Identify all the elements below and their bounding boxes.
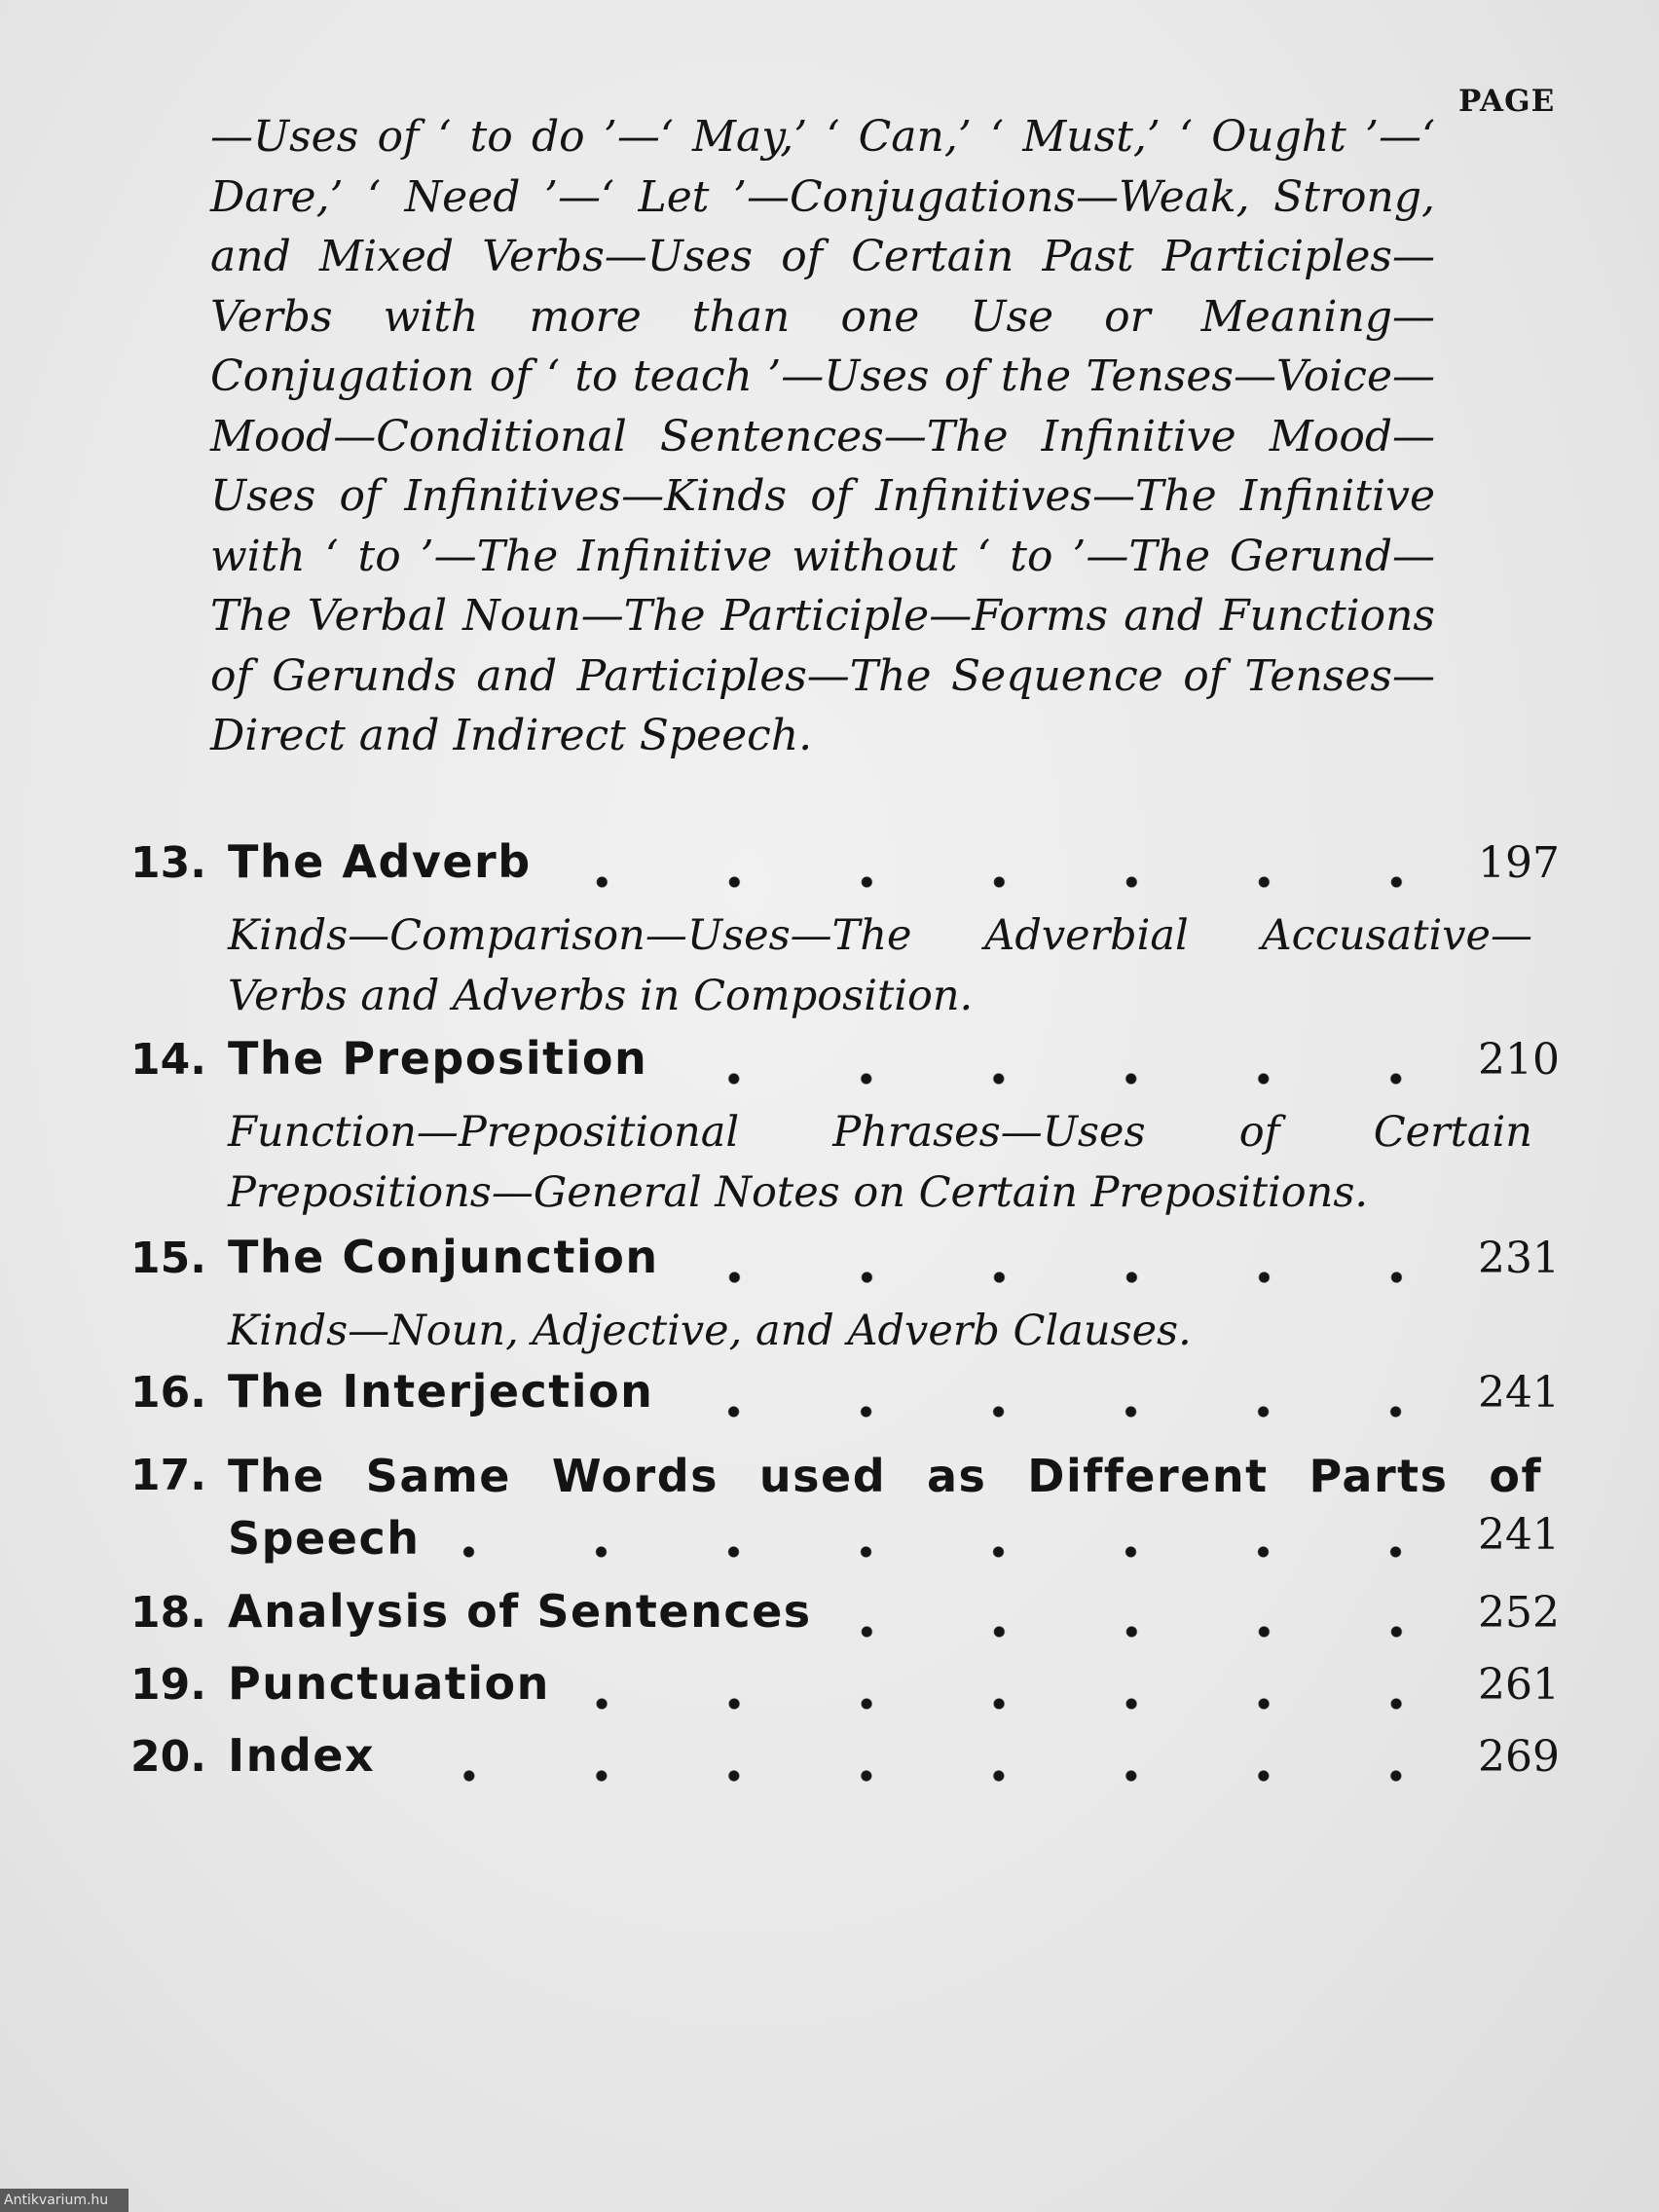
- dot-leader: [449, 1542, 1462, 1562]
- entry-title: The Interjection: [228, 1365, 654, 1418]
- dot-leader: [682, 1402, 1462, 1421]
- toc-entry-18: [109, 1585, 1560, 1651]
- toc-entry-20: [109, 1729, 1560, 1795]
- entry-number: 16.: [130, 1368, 206, 1418]
- dot-leader: [579, 1694, 1462, 1714]
- page-label: PAGE: [1458, 84, 1556, 119]
- entry-title: Punctuation: [228, 1657, 550, 1710]
- entry-page: 252: [1478, 1588, 1560, 1638]
- toc-entry-15: [109, 1231, 1560, 1361]
- entry-number: 17.: [130, 1451, 206, 1500]
- toc-entry-14: [109, 1032, 1560, 1223]
- entry-page: 269: [1478, 1732, 1560, 1782]
- entry-title: The Same Words used as Different Parts of Speech: [228, 1450, 1542, 1565]
- entry-page: 197: [1478, 838, 1560, 888]
- entry-title: The Preposition: [228, 1032, 648, 1085]
- entry-page: 231: [1478, 1234, 1560, 1283]
- entry-description: Function—Prepositional Phrases—Uses of Certain Prepositions—General Notes on Certain Prepositions.: [228, 1108, 1532, 1217]
- toc-entry-17: [109, 1445, 1560, 1569]
- dot-leader: [688, 1268, 1462, 1287]
- watermark: Antikvarium.hu: [0, 2189, 129, 2212]
- entry-page: 241: [1478, 1368, 1560, 1418]
- entry-number: 20.: [130, 1732, 206, 1782]
- entry-number: 18.: [130, 1588, 206, 1638]
- dot-leader: [841, 1622, 1462, 1641]
- entry-title: The Adverb: [228, 835, 532, 888]
- entry-description: Kinds—Noun, Adjective, and Adverb Clauses.: [228, 1307, 1192, 1355]
- entry-page: 210: [1478, 1035, 1560, 1085]
- dot-leader: [404, 1766, 1462, 1786]
- entry-page: 241: [1478, 1510, 1560, 1560]
- toc-entry-13: [109, 835, 1560, 1026]
- entry-description: Kinds—Comparison—Uses—The Adverbial Accusative—Verbs and Adverbs in Composition.: [228, 911, 1532, 1020]
- dot-leader: [561, 872, 1462, 892]
- entry-number: 14.: [130, 1035, 206, 1085]
- entry-number: 15.: [130, 1234, 206, 1283]
- entry-title: Analysis of Sentences: [228, 1585, 812, 1638]
- toc-entry-16: [109, 1365, 1560, 1431]
- chapter-12-description: —Uses of ‘ to do ’—‘ May,’ ‘ Can,’ ‘ Must,’ ‘ Ought ’—‘ Dare,’ ‘ Need ’—‘ Let ’—Conjugations—Weak, Strong, and Mixed Verbs—Uses of Certain Past Participles—Verbs with more than one Use or Meaning—Conjugation of ‘ to teach ’—Uses of the Tenses—Voice—Mood—Conditional Sentences—The Infinitive Mood—Uses of Infinitives—Kinds of Infinitives—The Infinitive with ‘ to ’—The Infinitive without ‘ to ’—The Gerund—The Verbal Noun—The Participle—Forms and Functions of Gerunds and Participles—The Sequence of Tenses—Direct and Indirect Speech.: [210, 112, 1435, 760]
- toc-entry-19: [109, 1657, 1560, 1723]
- entry-title: The Conjunction: [228, 1231, 659, 1283]
- entry-number: 19.: [130, 1660, 206, 1710]
- entry-page: 261: [1478, 1660, 1560, 1710]
- dot-leader: [677, 1069, 1462, 1088]
- entry-number: 13.: [130, 838, 206, 888]
- entry-title: Index: [228, 1729, 376, 1782]
